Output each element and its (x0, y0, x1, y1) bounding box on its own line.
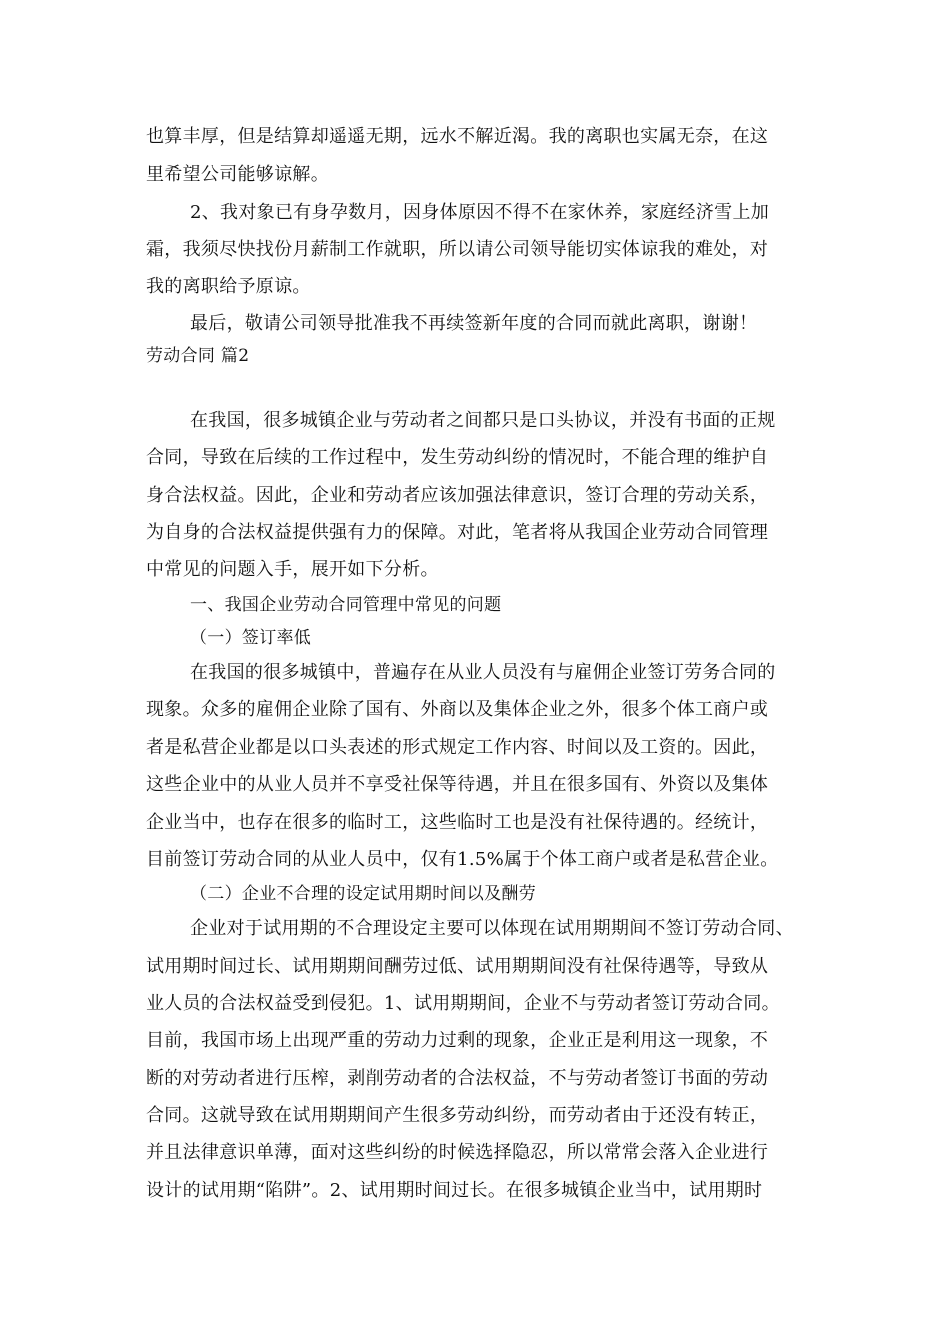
paragraph-line: 企业对于试用期的不合理设定主要可以体现在试用期期间不签订劳动合同、 (190, 918, 794, 939)
paragraph-line: 为自身的合法权益提供强有力的保障。对此，笔者将从我国企业劳动合同管理 (146, 522, 769, 543)
section-heading: 劳动合同 篇2 (146, 346, 250, 366)
paragraph-line: 设计的试用期“陷阱”。2、试用期时间过长。在很多城镇企业当中，试用期时 (146, 1180, 763, 1201)
paragraph-line: 业人员的合法权益受到侵犯。1、试用期期间，企业不与劳动者签订劳动合同。 (146, 993, 780, 1014)
subheading: （二）企业不合理的设定试用期时间以及酬劳 (190, 884, 536, 904)
paragraph-line: 试用期时间过长、试用期期间酬劳过低、试用期期间没有社保待遇等，导致从 (146, 956, 769, 977)
paragraph-line: 目前签订劳动合同的从业人员中，仅有1.5%属于个体工商户或者是私营企业。 (146, 849, 779, 870)
paragraph-line: 企业当中，也存在很多的临时工，这些临时工也是没有社保待遇的。经统计， (146, 812, 769, 833)
paragraph-line: 中常见的问题入手，展开如下分析。 (146, 559, 439, 580)
paragraph-line: 者是私营企业都是以口头表述的形式规定工作内容、时间以及工资的。因此， (146, 737, 769, 758)
paragraph-line: 目前，我国市场上出现严重的劳动力过剩的现象，企业正是利用这一现象，不 (146, 1030, 769, 1051)
paragraph-line: 在我国，很多城镇企业与劳动者之间都只是口头协议，并没有书面的正规 (190, 410, 776, 431)
paragraph-line: 断的对劳动者进行压榨，剥削劳动者的合法权益，不与劳动者签订书面的劳动 (146, 1068, 769, 1089)
subheading: 一、我国企业劳动合同管理中常见的问题 (190, 595, 502, 615)
subheading: （一）签订率低 (190, 628, 312, 648)
paragraph-line: 里希望公司能够谅解。 (146, 164, 329, 185)
paragraph-line: 身合法权益。因此，企业和劳动者应该加强法律意识，签订合理的劳动关系， (146, 485, 769, 506)
paragraph-line: 合同，导致在后续的工作过程中，发生劳动纠纷的情况时，不能合理的维护自 (146, 447, 769, 468)
paragraph-line: 这些企业中的从业人员并不享受社保等待遇，并且在很多国有、外资以及集体 (146, 774, 769, 795)
paragraph-line: 合同。这就导致在试用期期间产生很多劳动纠纷，而劳动者由于还没有转正， (146, 1105, 769, 1126)
paragraph-line: 我的离职给予原谅。 (146, 276, 311, 297)
paragraph-line: 霜，我须尽快找份月薪制工作就职，所以请公司领导能切实体谅我的难处，对 (146, 239, 769, 260)
paragraph-line: 在我国的很多城镇中，普遍存在从业人员没有与雇佣企业签订劳务合同的 (190, 662, 776, 683)
paragraph-line: 现象。众多的雇佣企业除了国有、外商以及集体企业之外，很多个体工商户或 (146, 699, 769, 720)
paragraph-line: 也算丰厚，但是结算却遥遥无期，远水不解近渴。我的离职也实属无奈，在这 (146, 126, 769, 147)
paragraph-line: 2、我对象已有身孕数月，因身体原因不得不在家休养，家庭经济雪上加 (190, 202, 770, 223)
paragraph-line: 并且法律意识单薄，面对这些纠纷的时候选择隐忍，所以常常会落入企业进行 (146, 1142, 769, 1163)
paragraph-line: 最后，敬请公司领导批准我不再续签新年度的合同而就此离职，谢谢！ (190, 313, 758, 334)
